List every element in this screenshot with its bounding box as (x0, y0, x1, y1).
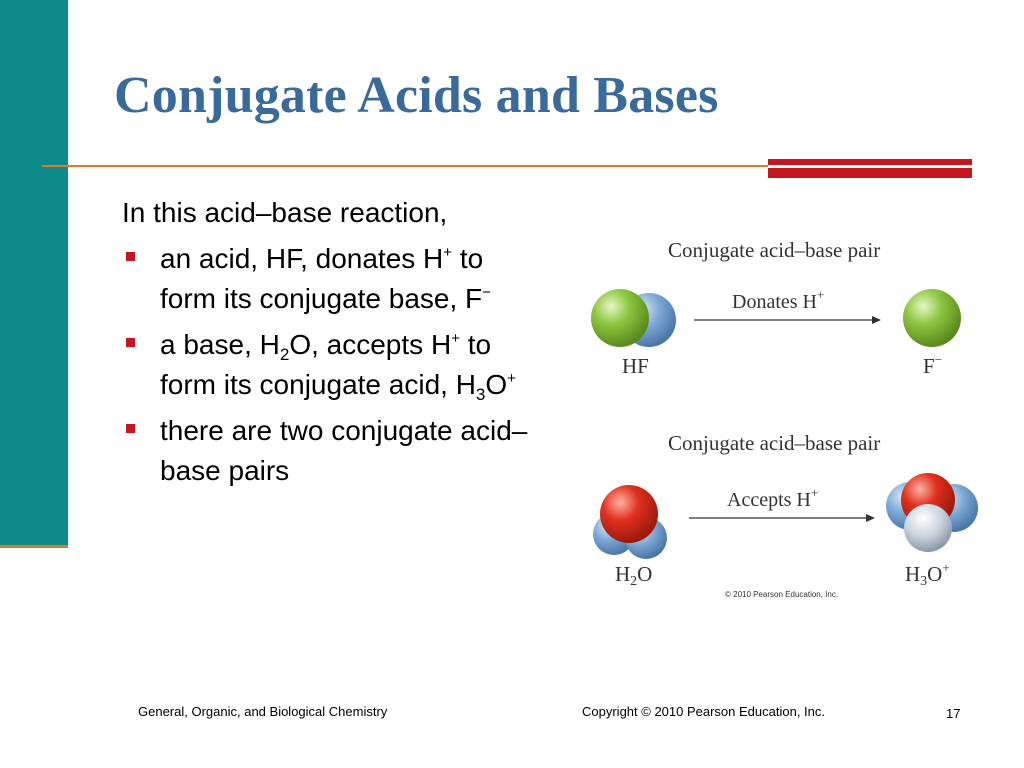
footer-copyright: Copyright © 2010 Pearson Education, Inc. (582, 704, 826, 719)
h2o-molecule (593, 485, 667, 559)
pair-label-top: Conjugate acid–base pair (668, 238, 881, 262)
hf-label: HF (622, 354, 649, 378)
h3o-label: $H_3O^+$ (905, 560, 950, 589)
bullet-item-pairs: there are two conjugate acid–base pairs (122, 411, 542, 491)
oxygen-atom (600, 485, 658, 543)
bullet-list (122, 239, 542, 491)
footer-course-title: General, Organic, and Biological Chemistry (138, 704, 388, 719)
h2o-label: $H_2O$ (615, 562, 653, 589)
arrow-head-icon (872, 316, 881, 324)
figure-copyright: © 2010 Pearson Education, Inc. (725, 590, 839, 599)
fluoride-ion (903, 289, 961, 347)
fluorine-atom (591, 289, 649, 347)
molecule-diagram (572, 222, 992, 612)
bullet-item-h2o: a base, $H_2O$, accepts H+ to form its conjugate acid, $H_3O^+$ (122, 325, 542, 405)
hydronium-ion (886, 473, 978, 552)
pair-label-bottom: Conjugate acid–base pair (668, 431, 881, 455)
intro-text: In this acid–base reaction, (122, 197, 448, 228)
conjugate-pair-figure (572, 222, 992, 612)
page-number: 17 (946, 706, 961, 721)
hf-molecule (591, 289, 676, 347)
donates-label: Donates H+ (732, 287, 825, 313)
accepts-label: Accepts H+ (727, 485, 819, 511)
fluoride-label: F− (923, 352, 943, 378)
left-accent-orange-line (0, 545, 68, 548)
bullet-item-hf: an acid, HF, donates H+ to form its conjugate base, F− (122, 239, 542, 319)
bullet-square-icon (126, 252, 135, 261)
added-hydrogen-atom (904, 504, 952, 552)
slide-title: Conjugate Acids and Bases (114, 67, 719, 124)
arrow-head-icon (866, 514, 875, 522)
red-accent-block (768, 159, 972, 178)
bullet-square-icon (126, 424, 135, 433)
bullet-square-icon (126, 338, 135, 347)
left-accent-bar (0, 0, 68, 546)
slide-body (122, 193, 542, 491)
